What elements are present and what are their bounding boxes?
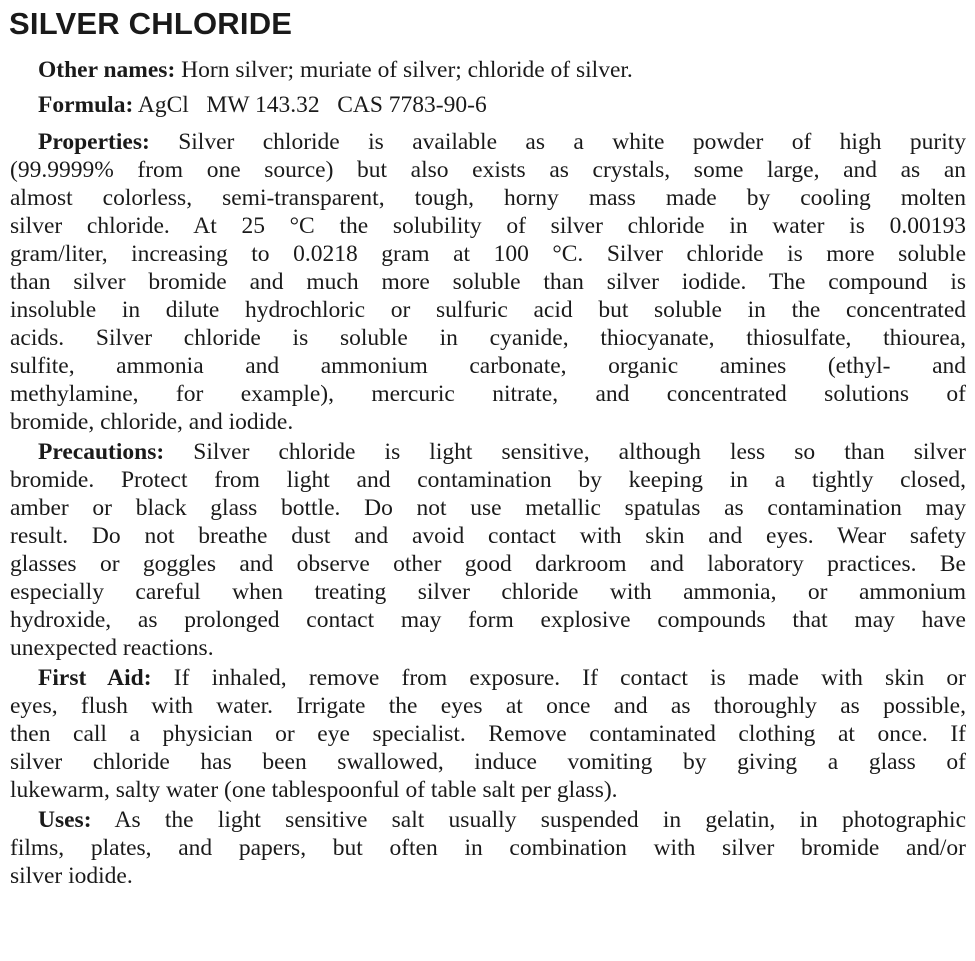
precautions-line: glasses or goggles and observe other good darkroom and laboratory practices. Be bbox=[10, 551, 966, 577]
uses-line: films, plates, and papers, but often in combination with silver bromide and/or bbox=[10, 835, 966, 861]
uses-line bbox=[38, 806, 966, 834]
first-aid-line: lukewarm, salty water (one tablespoonful of table salt per glass). bbox=[10, 777, 618, 803]
properties-line: acids. Silver chloride is soluble in cyanide, thiocyanate, thiosulfate, thiourea, bbox=[10, 325, 966, 351]
precautions-line: unexpected reactions. bbox=[10, 635, 214, 661]
uses-line: silver iodide. bbox=[10, 863, 133, 889]
properties-line bbox=[38, 128, 966, 156]
first-aid-line: then call a physician or eye specialist. Remove contaminated clothing at once. If bbox=[10, 721, 966, 747]
properties-line: almost colorless, semi-transparent, tough, horny mass made by cooling molten bbox=[10, 185, 966, 211]
first-aid-label: First Aid: bbox=[38, 665, 152, 691]
first-aid-line: eyes, flush with water. Irrigate the eyes at once and as thoroughly as possible, bbox=[10, 693, 966, 719]
properties-line: silver chloride. At 25 °C the solubility of silver chloride in water is 0.00193 bbox=[10, 213, 966, 239]
properties-text: Silver chloride is available as a white powder of high purity bbox=[149, 129, 966, 155]
first-aid-text: If inhaled, remove from exposure. If contact is made with skin or bbox=[151, 665, 966, 691]
properties-label: Properties: bbox=[38, 129, 150, 155]
uses-text: As the light sensitive salt usually suspended in gelatin, in photographic bbox=[91, 807, 966, 833]
properties-line: than silver bromide and much more soluble than silver iodide. The compound is bbox=[10, 269, 966, 295]
formula-line bbox=[38, 91, 966, 119]
formula-label: Formula: bbox=[38, 92, 134, 118]
precautions-line bbox=[38, 438, 966, 466]
precautions-line: bromide. Protect from light and contamination by keeping in a tightly closed, bbox=[10, 467, 966, 493]
uses-label: Uses: bbox=[38, 807, 92, 833]
precautions-line: amber or black glass bottle. Do not use metallic spatulas as contamination may bbox=[10, 495, 966, 521]
properties-line: bromide, chloride, and iodide. bbox=[10, 409, 294, 435]
precautions-line: hydroxide, as prolonged contact may form explosive compounds that may have bbox=[10, 607, 966, 633]
page-title: SILVER CHLORIDE bbox=[9, 6, 293, 41]
precautions-line: especially careful when treating silver chloride with ammonia, or ammonium bbox=[10, 579, 966, 605]
precautions-line: result. Do not breathe dust and avoid contact with skin and eyes. Wear safety bbox=[10, 523, 966, 549]
other-names-text: Horn silver; muriate of silver; chloride of silver. bbox=[175, 57, 633, 83]
properties-line: insoluble in dilute hydrochloric or sulfuric acid but soluble in the concentrated bbox=[10, 297, 966, 323]
properties-line: (99.9999% from one source) but also exists as crystals, some large, and as an bbox=[10, 157, 966, 183]
first-aid-line bbox=[38, 664, 966, 692]
precautions-text: Silver chloride is light sensitive, although less so than silver bbox=[164, 439, 966, 465]
other-names-line bbox=[38, 56, 966, 84]
properties-line: methylamine, for example), mercuric nitrate, and concentrated solutions of bbox=[10, 381, 966, 407]
formula-text: AgCl MW 143.32 CAS 7783-90-6 bbox=[133, 92, 487, 118]
other-names-label: Other names: bbox=[38, 57, 176, 83]
properties-line: sulfite, ammonia and ammonium carbonate, organic amines (ethyl- and bbox=[10, 353, 966, 379]
precautions-label: Precautions: bbox=[38, 439, 165, 465]
properties-line: gram/liter, increasing to 0.0218 gram at 100 °C. Silver chloride is more soluble bbox=[10, 241, 966, 267]
first-aid-line: silver chloride has been swallowed, induce vomiting by giving a glass of bbox=[10, 749, 966, 775]
